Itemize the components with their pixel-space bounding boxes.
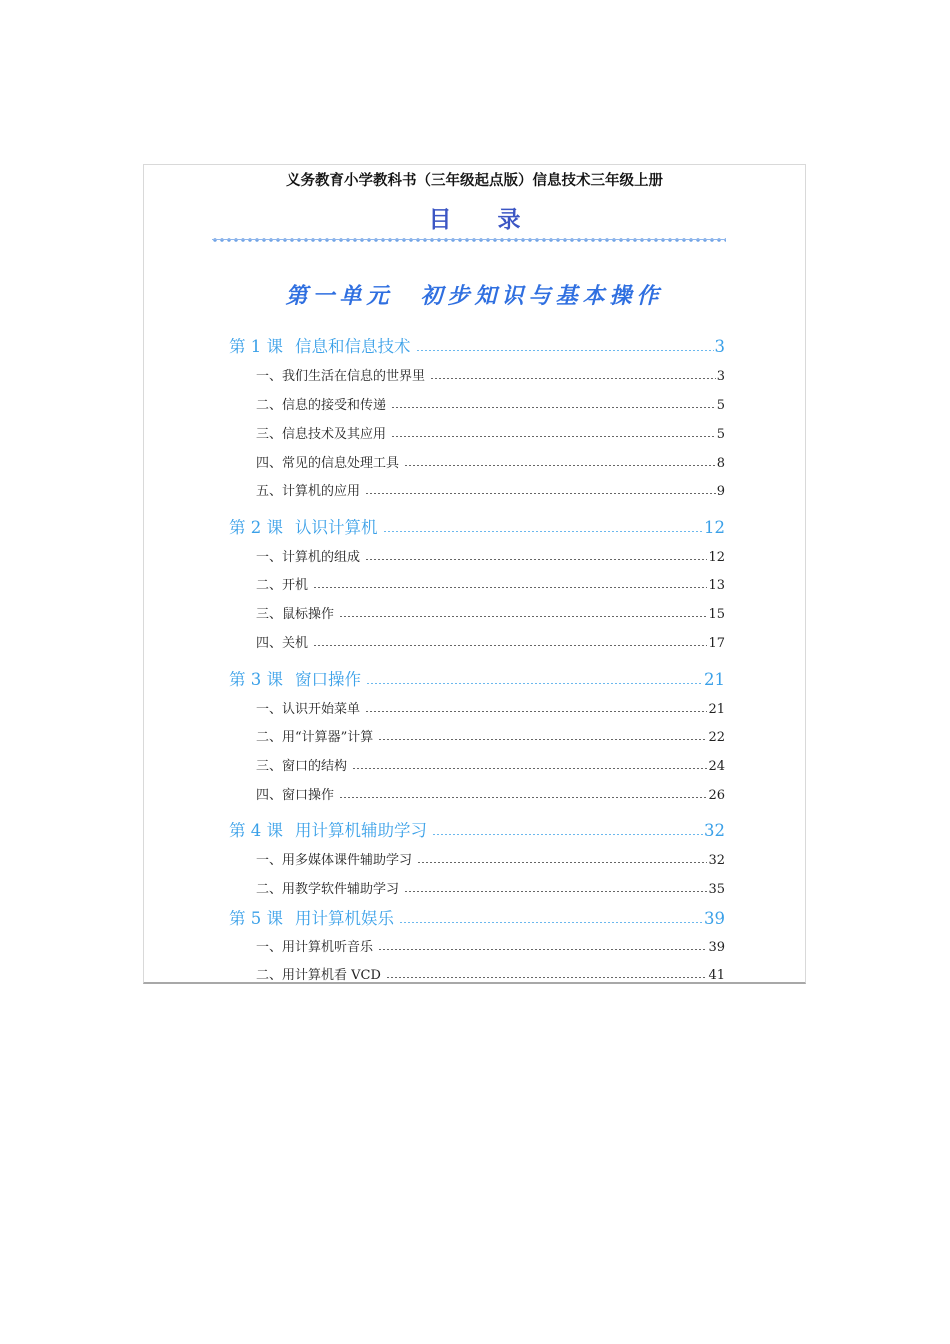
dot-leader (391, 407, 716, 408)
page-number: 21 (708, 702, 725, 717)
lesson-number: 第 4 课 (229, 821, 283, 840)
dot-leader (399, 922, 703, 923)
dot-leader (313, 645, 707, 646)
document-title: 义务教育小学教科书（三年级起点版）信息技术三年级上册 (286, 172, 663, 189)
lesson-number: 第 2 课 (229, 518, 283, 537)
dot-leader (366, 683, 703, 684)
section-title: 二、用教学软件辅助学习 (256, 882, 400, 897)
dot-leader (432, 834, 703, 835)
dot-leader (352, 768, 707, 769)
lesson-title: 信息和信息技术 (295, 337, 411, 356)
dot-leader (416, 350, 714, 351)
toc-section[interactable] (256, 755, 725, 774)
dot-leader (417, 862, 707, 863)
section-title: 四、常见的信息处理工具 (256, 456, 400, 471)
toc-section[interactable] (256, 698, 725, 717)
section-title: 二、用计算机看 VCD (256, 968, 381, 983)
lesson-number: 第 3 课 (229, 670, 283, 689)
lesson-title: 用计算机娱乐 (295, 909, 394, 928)
section-title: 三、信息技术及其应用 (256, 427, 387, 442)
section-title: 三、鼠标操作 (256, 607, 335, 622)
dot-leader (313, 587, 707, 588)
page-number: 21 (704, 670, 725, 689)
toc-lesson-4[interactable] (229, 817, 725, 841)
section-title: 四、关机 (256, 636, 309, 651)
page-number: 12 (704, 518, 725, 537)
toc-lesson-1[interactable] (229, 333, 725, 357)
dot-leader (339, 797, 707, 798)
dot-leader (378, 949, 707, 950)
dot-leader (404, 465, 716, 466)
page-number: 15 (708, 607, 725, 622)
lesson-number: 第 1 课 (229, 337, 283, 356)
toc-section[interactable] (256, 603, 725, 622)
section-title: 二、用“计算器”计算 (256, 730, 374, 745)
lesson-title: 窗口操作 (295, 670, 361, 689)
toc-section[interactable] (256, 784, 725, 803)
toc-section[interactable] (256, 964, 725, 983)
page-number: 24 (708, 759, 725, 774)
ornamental-divider (212, 236, 726, 244)
toc-section[interactable] (256, 394, 725, 413)
section-title: 一、认识开始菜单 (256, 702, 361, 717)
page-number: 5 (716, 398, 725, 413)
page-number: 17 (708, 636, 725, 651)
unit-title: 第一单元 初步知识与基本操作 (285, 283, 664, 309)
dot-leader (378, 739, 707, 740)
page-number: 41 (708, 968, 725, 983)
lesson-title: 用计算机辅助学习 (295, 821, 427, 840)
dot-leader (391, 436, 716, 437)
dot-leader (383, 531, 704, 532)
toc-lesson-5[interactable] (229, 905, 725, 929)
toc-section[interactable] (256, 849, 725, 868)
toc-lesson-2[interactable] (229, 514, 725, 538)
page-number: 26 (708, 788, 725, 803)
page-number: 32 (704, 821, 725, 840)
toc-lesson-3[interactable] (229, 666, 725, 690)
page-number: 9 (716, 484, 725, 499)
lesson-number: 第 5 课 (229, 909, 283, 928)
page-number: 8 (716, 456, 725, 471)
section-title: 一、用多媒体课件辅助学习 (256, 853, 413, 868)
toc-heading: 目录 (428, 207, 567, 233)
toc-section[interactable] (256, 726, 725, 745)
toc-section[interactable] (256, 878, 725, 897)
section-title: 一、计算机的组成 (256, 550, 361, 565)
toc-section[interactable] (256, 452, 725, 471)
toc-page (143, 164, 806, 984)
toc-section[interactable] (256, 632, 725, 651)
toc-section[interactable] (256, 423, 725, 442)
section-title: 二、信息的接受和传递 (256, 398, 387, 413)
lesson-title: 认识计算机 (295, 518, 378, 537)
dot-leader (339, 616, 707, 617)
toc-section[interactable] (256, 936, 725, 955)
section-title: 二、开机 (256, 578, 309, 593)
section-title: 四、窗口操作 (256, 788, 335, 803)
section-title: 五、计算机的应用 (256, 484, 361, 499)
page-number: 39 (708, 940, 725, 955)
page-number: 12 (708, 550, 725, 565)
dot-leader (404, 891, 707, 892)
page-number: 39 (704, 909, 725, 928)
section-title: 三、窗口的结构 (256, 759, 348, 774)
toc-section[interactable] (256, 574, 725, 593)
section-title: 一、用计算机听音乐 (256, 940, 374, 955)
dot-leader (365, 493, 716, 494)
toc-section[interactable] (256, 480, 725, 499)
page-number: 13 (708, 578, 725, 593)
page-number: 22 (708, 730, 725, 745)
section-title: 一、我们生活在信息的世界里 (256, 369, 426, 384)
dot-leader (365, 711, 707, 712)
toc-section[interactable] (256, 546, 725, 565)
page-number: 35 (708, 882, 725, 897)
page-number: 5 (716, 427, 725, 442)
dot-leader (365, 559, 707, 560)
page-number: 3 (716, 369, 725, 384)
dot-leader (386, 977, 708, 978)
dot-leader (430, 378, 716, 379)
toc-section[interactable] (256, 365, 725, 384)
page-number: 32 (708, 853, 725, 868)
page-number: 3 (714, 337, 725, 356)
